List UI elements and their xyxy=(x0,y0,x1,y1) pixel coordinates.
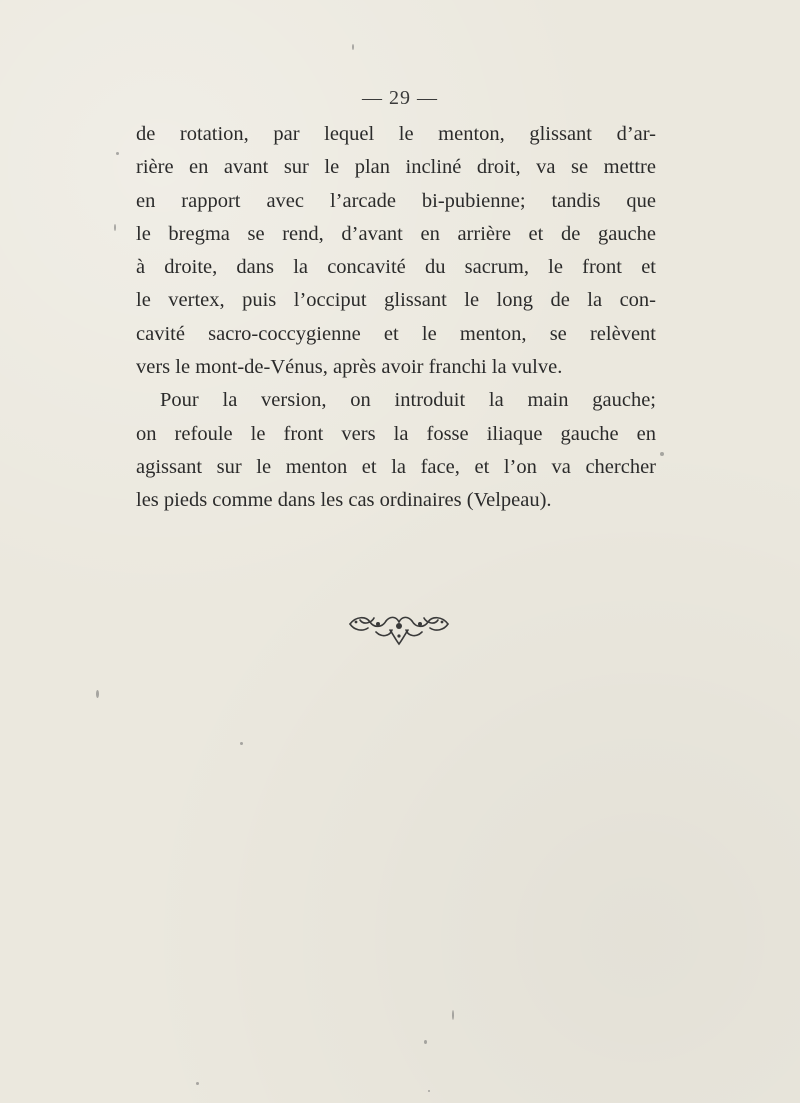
floral-tailpiece-ornament-icon xyxy=(346,612,452,646)
text-line: agissant sur le menton et la face, et l’on va chercher xyxy=(136,455,656,478)
text-line: on refoule le front vers la fosse iliaque gauche en xyxy=(136,422,656,445)
paper-speck xyxy=(114,224,116,231)
text-line: cavité sacro-coccygienne et le menton, se relèvent xyxy=(136,322,656,345)
body-text xyxy=(136,118,656,518)
paper-speck xyxy=(116,152,119,155)
text-line: rière en avant sur le plan incliné droit, va se mettre xyxy=(136,156,656,179)
paper-speck xyxy=(428,1090,430,1092)
paper-speck xyxy=(424,1040,427,1044)
text-line: en rapport avec l’arcade bi-pubienne; tandis que xyxy=(136,189,656,212)
paper-speck xyxy=(196,1082,199,1085)
text-line: le bregma se rend, d’avant en arrière et de gauche xyxy=(136,222,656,245)
text-line: vers le mont-de-Vénus, après avoir franchi la vulve. xyxy=(136,356,563,379)
paper-speck xyxy=(96,690,99,698)
paper-speck xyxy=(452,1010,454,1020)
text-line: de rotation, par lequel le menton, glissant d’ar- xyxy=(136,123,656,145)
paper-speck xyxy=(660,452,664,456)
paper-speck xyxy=(352,44,354,50)
text-line: les pieds comme dans les cas ordinaires (Velpeau). xyxy=(136,489,552,512)
text-line: Pour la version, on introduit la main gauche; xyxy=(160,389,656,412)
text-line: à droite, dans la concavité du sacrum, le front et xyxy=(136,256,656,279)
paper-speck xyxy=(240,742,243,745)
text-line: le vertex, puis l’occiput glissant le long de la con- xyxy=(136,289,656,312)
page-number: — 29 — xyxy=(362,87,438,109)
